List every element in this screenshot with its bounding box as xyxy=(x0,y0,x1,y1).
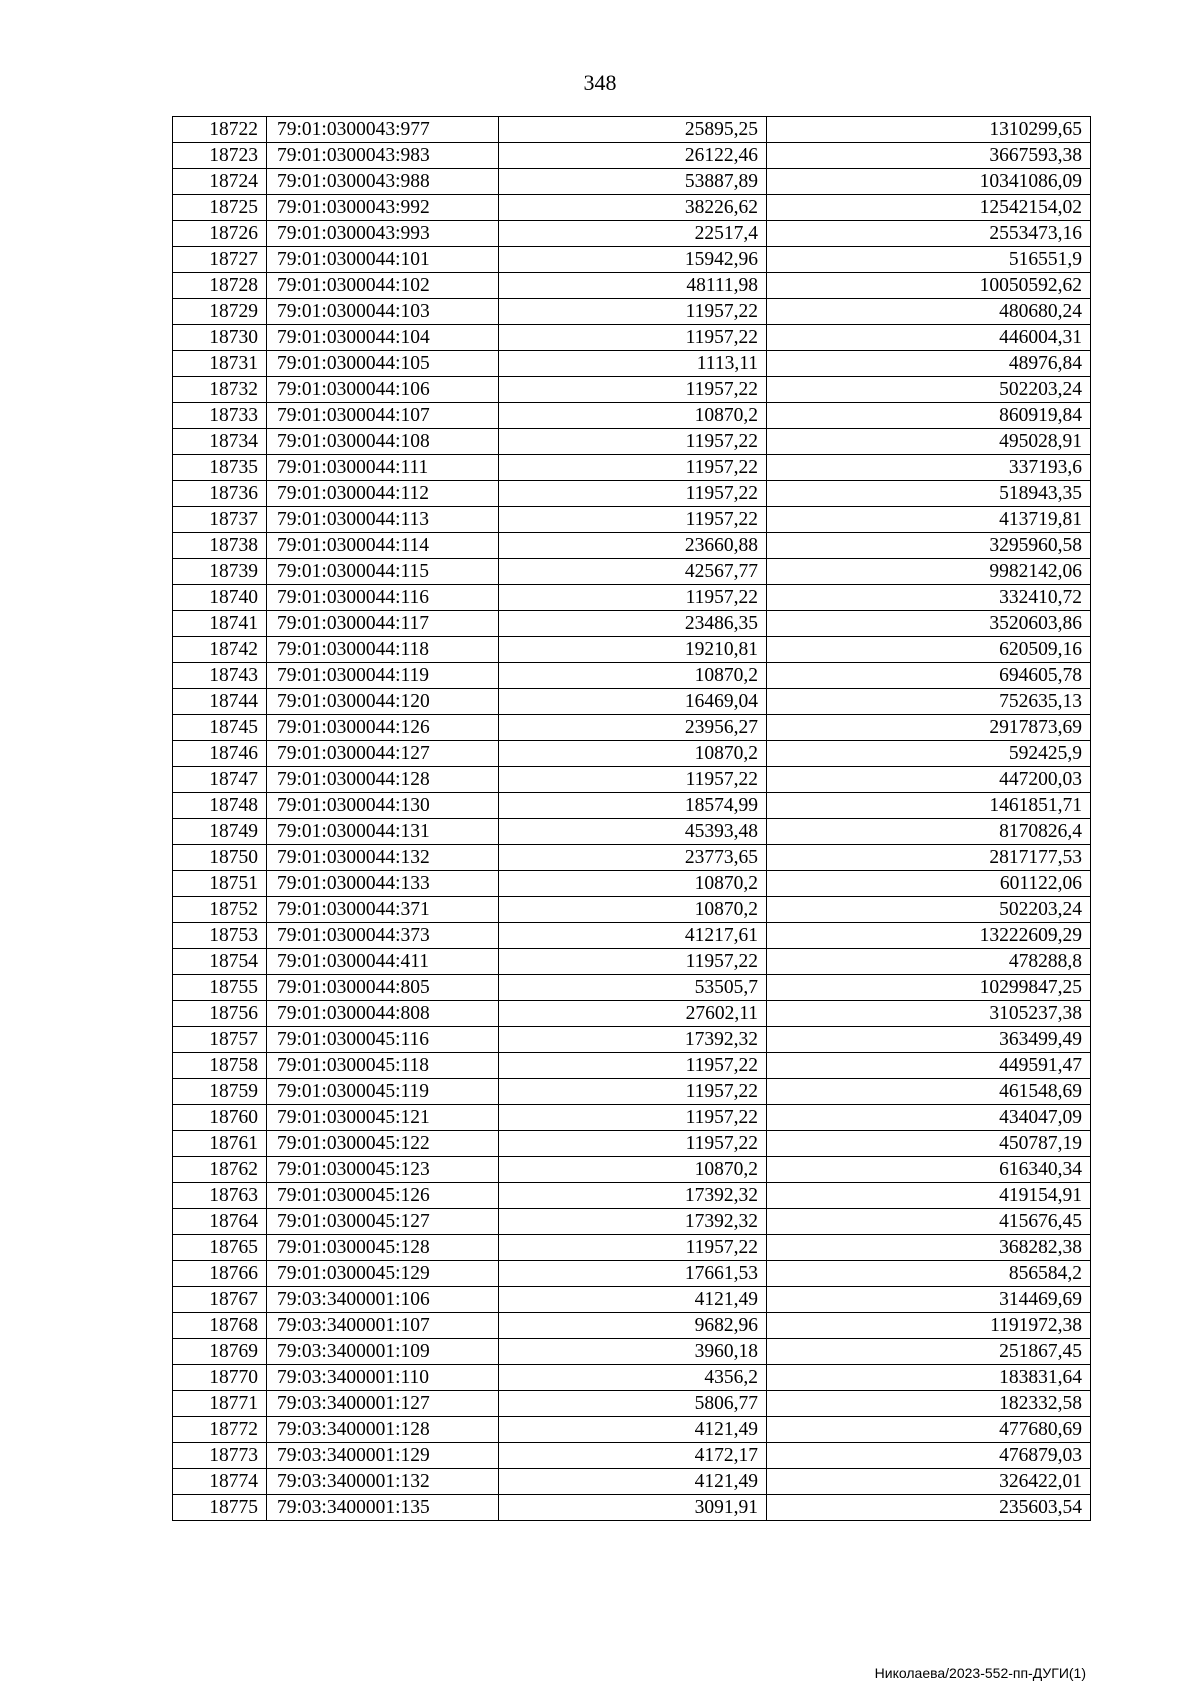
cadastral-value-cell: 502203,24 xyxy=(767,377,1091,403)
row-number: 18742 xyxy=(173,637,267,663)
row-number: 18722 xyxy=(173,117,267,143)
table-row xyxy=(173,455,1091,481)
row-number: 18752 xyxy=(173,897,267,923)
cadastral-number: 79:01:0300044:106 xyxy=(267,377,499,403)
area-cell: 15942,96 xyxy=(499,247,767,273)
cadastral-value-cell: 694605,78 xyxy=(767,663,1091,689)
cadastral-value-cell: 447200,03 xyxy=(767,767,1091,793)
cadastral-value-cell: 332410,72 xyxy=(767,585,1091,611)
row-number: 18729 xyxy=(173,299,267,325)
table-row xyxy=(173,247,1091,273)
cadastral-value-cell: 592425,9 xyxy=(767,741,1091,767)
row-number: 18748 xyxy=(173,793,267,819)
row-number: 18759 xyxy=(173,1079,267,1105)
row-number: 18766 xyxy=(173,1261,267,1287)
area-cell: 4121,49 xyxy=(499,1469,767,1495)
row-number: 18757 xyxy=(173,1027,267,1053)
table-row xyxy=(173,1469,1091,1495)
cadastral-number: 79:03:3400001:107 xyxy=(267,1313,499,1339)
cadastral-number: 79:01:0300044:805 xyxy=(267,975,499,1001)
cadastral-number: 79:03:3400001:106 xyxy=(267,1287,499,1313)
area-cell: 9682,96 xyxy=(499,1313,767,1339)
row-number: 18771 xyxy=(173,1391,267,1417)
area-cell: 10870,2 xyxy=(499,663,767,689)
area-cell: 10870,2 xyxy=(499,897,767,923)
cadastral-number: 79:03:3400001:135 xyxy=(267,1495,499,1521)
area-cell: 19210,81 xyxy=(499,637,767,663)
cadastral-number: 79:03:3400001:128 xyxy=(267,1417,499,1443)
row-number: 18747 xyxy=(173,767,267,793)
cadastral-number: 79:01:0300045:122 xyxy=(267,1131,499,1157)
row-number: 18723 xyxy=(173,143,267,169)
row-number: 18769 xyxy=(173,1339,267,1365)
cadastral-value-cell: 478288,8 xyxy=(767,949,1091,975)
area-cell: 25895,25 xyxy=(499,117,767,143)
area-cell: 11957,22 xyxy=(499,429,767,455)
row-number: 18739 xyxy=(173,559,267,585)
table-row xyxy=(173,1287,1091,1313)
area-cell: 10870,2 xyxy=(499,403,767,429)
table-row xyxy=(173,1391,1091,1417)
cadastral-number: 79:01:0300044:113 xyxy=(267,507,499,533)
cadastral-number: 79:01:0300044:115 xyxy=(267,559,499,585)
cadastral-value-cell: 413719,81 xyxy=(767,507,1091,533)
row-number: 18724 xyxy=(173,169,267,195)
cadastral-value-cell: 1191972,38 xyxy=(767,1313,1091,1339)
cadastral-number: 79:01:0300045:129 xyxy=(267,1261,499,1287)
row-number: 18727 xyxy=(173,247,267,273)
table-row xyxy=(173,325,1091,351)
area-cell: 45393,48 xyxy=(499,819,767,845)
cadastral-number: 79:01:0300045:127 xyxy=(267,1209,499,1235)
table-row xyxy=(173,1027,1091,1053)
cadastral-number: 79:03:3400001:109 xyxy=(267,1339,499,1365)
row-number: 18774 xyxy=(173,1469,267,1495)
cadastral-number: 79:03:3400001:129 xyxy=(267,1443,499,1469)
cadastral-value-cell: 10299847,25 xyxy=(767,975,1091,1001)
cadastral-value-cell: 461548,69 xyxy=(767,1079,1091,1105)
table-row xyxy=(173,299,1091,325)
row-number: 18773 xyxy=(173,1443,267,1469)
cadastral-value-table xyxy=(172,116,1091,1521)
cadastral-number: 79:01:0300044:108 xyxy=(267,429,499,455)
cadastral-value-cell: 3105237,38 xyxy=(767,1001,1091,1027)
table-row xyxy=(173,975,1091,1001)
row-number: 18756 xyxy=(173,1001,267,1027)
area-cell: 41217,61 xyxy=(499,923,767,949)
row-number: 18750 xyxy=(173,845,267,871)
area-cell: 11957,22 xyxy=(499,325,767,351)
table-row xyxy=(173,1313,1091,1339)
row-number: 18767 xyxy=(173,1287,267,1313)
cadastral-value-cell: 182332,58 xyxy=(767,1391,1091,1417)
area-cell: 1113,11 xyxy=(499,351,767,377)
row-number: 18743 xyxy=(173,663,267,689)
cadastral-value-cell: 251867,45 xyxy=(767,1339,1091,1365)
area-cell: 10870,2 xyxy=(499,741,767,767)
table-row xyxy=(173,403,1091,429)
cadastral-value-cell: 363499,49 xyxy=(767,1027,1091,1053)
cadastral-value-cell: 450787,19 xyxy=(767,1131,1091,1157)
cadastral-number: 79:01:0300044:102 xyxy=(267,273,499,299)
table-row xyxy=(173,819,1091,845)
table-row xyxy=(173,1001,1091,1027)
table-row xyxy=(173,637,1091,663)
cadastral-value-cell: 235603,54 xyxy=(767,1495,1091,1521)
area-cell: 11957,22 xyxy=(499,299,767,325)
cadastral-number: 79:01:0300044:105 xyxy=(267,351,499,377)
row-number: 18733 xyxy=(173,403,267,429)
row-number: 18726 xyxy=(173,221,267,247)
row-number: 18737 xyxy=(173,507,267,533)
row-number: 18772 xyxy=(173,1417,267,1443)
cadastral-number: 79:01:0300044:373 xyxy=(267,923,499,949)
area-cell: 11957,22 xyxy=(499,949,767,975)
page-number: 348 xyxy=(583,70,617,95)
cadastral-value-cell: 2917873,69 xyxy=(767,715,1091,741)
table-row xyxy=(173,1131,1091,1157)
table-row xyxy=(173,1235,1091,1261)
area-cell: 23486,35 xyxy=(499,611,767,637)
area-cell: 38226,62 xyxy=(499,195,767,221)
cadastral-value-cell: 3667593,38 xyxy=(767,143,1091,169)
area-cell: 10870,2 xyxy=(499,871,767,897)
area-cell: 4121,49 xyxy=(499,1287,767,1313)
cadastral-value-cell: 3520603,86 xyxy=(767,611,1091,637)
cadastral-number: 79:01:0300044:101 xyxy=(267,247,499,273)
cadastral-number: 79:01:0300044:131 xyxy=(267,819,499,845)
row-number: 18738 xyxy=(173,533,267,559)
table-row xyxy=(173,507,1091,533)
row-number: 18745 xyxy=(173,715,267,741)
table-row xyxy=(173,1443,1091,1469)
cadastral-number: 79:01:0300044:116 xyxy=(267,585,499,611)
cadastral-number: 79:01:0300044:104 xyxy=(267,325,499,351)
table-row xyxy=(173,1105,1091,1131)
area-cell: 17392,32 xyxy=(499,1209,767,1235)
cadastral-value-cell: 752635,13 xyxy=(767,689,1091,715)
row-number: 18762 xyxy=(173,1157,267,1183)
area-cell: 11957,22 xyxy=(499,1131,767,1157)
row-number: 18768 xyxy=(173,1313,267,1339)
area-cell: 11957,22 xyxy=(499,585,767,611)
row-number: 18754 xyxy=(173,949,267,975)
cadastral-number: 79:01:0300043:992 xyxy=(267,195,499,221)
row-number: 18731 xyxy=(173,351,267,377)
area-cell: 23660,88 xyxy=(499,533,767,559)
area-cell: 11957,22 xyxy=(499,767,767,793)
cadastral-number: 79:03:3400001:127 xyxy=(267,1391,499,1417)
cadastral-number: 79:01:0300044:126 xyxy=(267,715,499,741)
cadastral-value-cell: 326422,01 xyxy=(767,1469,1091,1495)
table-row xyxy=(173,195,1091,221)
area-cell: 11957,22 xyxy=(499,1105,767,1131)
table-row xyxy=(173,533,1091,559)
row-number: 18746 xyxy=(173,741,267,767)
table-body xyxy=(173,117,1091,1521)
area-cell: 16469,04 xyxy=(499,689,767,715)
cadastral-number: 79:01:0300044:371 xyxy=(267,897,499,923)
area-cell: 26122,46 xyxy=(499,143,767,169)
row-number: 18749 xyxy=(173,819,267,845)
table-row xyxy=(173,1365,1091,1391)
cadastral-value-cell: 2553473,16 xyxy=(767,221,1091,247)
cadastral-value-cell: 9982142,06 xyxy=(767,559,1091,585)
cadastral-number: 79:01:0300043:993 xyxy=(267,221,499,247)
table-row xyxy=(173,1261,1091,1287)
cadastral-number: 79:01:0300045:128 xyxy=(267,1235,499,1261)
table-row xyxy=(173,169,1091,195)
area-cell: 42567,77 xyxy=(499,559,767,585)
cadastral-number: 79:01:0300044:411 xyxy=(267,949,499,975)
cadastral-value-cell: 476879,03 xyxy=(767,1443,1091,1469)
cadastral-number: 79:01:0300044:103 xyxy=(267,299,499,325)
area-cell: 3960,18 xyxy=(499,1339,767,1365)
row-number: 18755 xyxy=(173,975,267,1001)
table-row xyxy=(173,1053,1091,1079)
table-row xyxy=(173,559,1091,585)
table-row xyxy=(173,663,1091,689)
cadastral-value-cell: 368282,38 xyxy=(767,1235,1091,1261)
row-number: 18751 xyxy=(173,871,267,897)
area-cell: 27602,11 xyxy=(499,1001,767,1027)
area-cell: 11957,22 xyxy=(499,377,767,403)
cadastral-value-cell: 495028,91 xyxy=(767,429,1091,455)
cadastral-number: 79:01:0300044:127 xyxy=(267,741,499,767)
row-number: 18725 xyxy=(173,195,267,221)
table-row xyxy=(173,351,1091,377)
area-cell: 11957,22 xyxy=(499,1053,767,1079)
area-cell: 11957,22 xyxy=(499,1235,767,1261)
area-cell: 4121,49 xyxy=(499,1417,767,1443)
area-cell: 11957,22 xyxy=(499,507,767,533)
cadastral-number: 79:01:0300044:128 xyxy=(267,767,499,793)
area-cell: 23956,27 xyxy=(499,715,767,741)
cadastral-value-cell: 183831,64 xyxy=(767,1365,1091,1391)
area-cell: 22517,4 xyxy=(499,221,767,247)
cadastral-value-cell: 480680,24 xyxy=(767,299,1091,325)
cadastral-value-cell: 337193,6 xyxy=(767,455,1091,481)
table-row xyxy=(173,741,1091,767)
area-cell: 18574,99 xyxy=(499,793,767,819)
cadastral-number: 79:01:0300043:977 xyxy=(267,117,499,143)
area-cell: 4356,2 xyxy=(499,1365,767,1391)
table-row xyxy=(173,1417,1091,1443)
area-cell: 17661,53 xyxy=(499,1261,767,1287)
cadastral-number: 79:01:0300044:808 xyxy=(267,1001,499,1027)
row-number: 18770 xyxy=(173,1365,267,1391)
cadastral-value-cell: 856584,2 xyxy=(767,1261,1091,1287)
row-number: 18740 xyxy=(173,585,267,611)
area-cell: 11957,22 xyxy=(499,1079,767,1105)
cadastral-number: 79:01:0300043:988 xyxy=(267,169,499,195)
table-row xyxy=(173,429,1091,455)
table-row xyxy=(173,1495,1091,1521)
area-cell: 4172,17 xyxy=(499,1443,767,1469)
cadastral-value-cell: 1461851,71 xyxy=(767,793,1091,819)
cadastral-number: 79:01:0300044:117 xyxy=(267,611,499,637)
table-row xyxy=(173,949,1091,975)
table-row xyxy=(173,689,1091,715)
cadastral-number: 79:01:0300045:123 xyxy=(267,1157,499,1183)
cadastral-number: 79:01:0300044:107 xyxy=(267,403,499,429)
area-cell: 53505,7 xyxy=(499,975,767,1001)
cadastral-value-cell: 620509,16 xyxy=(767,637,1091,663)
area-cell: 3091,91 xyxy=(499,1495,767,1521)
table-row xyxy=(173,871,1091,897)
cadastral-value-cell: 10341086,09 xyxy=(767,169,1091,195)
cadastral-number: 79:01:0300044:114 xyxy=(267,533,499,559)
cadastral-value-cell: 477680,69 xyxy=(767,1417,1091,1443)
row-number: 18753 xyxy=(173,923,267,949)
document-reference: Николаева/2023-552-пп-ДУГИ(1) xyxy=(874,1665,1086,1681)
table-row xyxy=(173,1079,1091,1105)
row-number: 18741 xyxy=(173,611,267,637)
table-row xyxy=(173,1209,1091,1235)
area-cell: 53887,89 xyxy=(499,169,767,195)
area-cell: 11957,22 xyxy=(499,455,767,481)
area-cell: 17392,32 xyxy=(499,1183,767,1209)
cadastral-value-cell: 3295960,58 xyxy=(767,533,1091,559)
cadastral-number: 79:01:0300044:111 xyxy=(267,455,499,481)
cadastral-value-cell: 12542154,02 xyxy=(767,195,1091,221)
table-row xyxy=(173,585,1091,611)
table-row xyxy=(173,1183,1091,1209)
table-row xyxy=(173,481,1091,507)
row-number: 18728 xyxy=(173,273,267,299)
cadastral-number: 79:01:0300045:118 xyxy=(267,1053,499,1079)
cadastral-value-cell: 502203,24 xyxy=(767,897,1091,923)
row-number: 18735 xyxy=(173,455,267,481)
cadastral-number: 79:01:0300044:132 xyxy=(267,845,499,871)
table-row xyxy=(173,611,1091,637)
area-cell: 11957,22 xyxy=(499,481,767,507)
cadastral-value-cell: 419154,91 xyxy=(767,1183,1091,1209)
cadastral-number: 79:01:0300044:112 xyxy=(267,481,499,507)
cadastral-value-cell: 516551,9 xyxy=(767,247,1091,273)
cadastral-value-cell: 449591,47 xyxy=(767,1053,1091,1079)
cadastral-value-cell: 314469,69 xyxy=(767,1287,1091,1313)
cadastral-value-cell: 48976,84 xyxy=(767,351,1091,377)
table-row xyxy=(173,1339,1091,1365)
cadastral-number: 79:03:3400001:110 xyxy=(267,1365,499,1391)
row-number: 18736 xyxy=(173,481,267,507)
cadastral-value-cell: 860919,84 xyxy=(767,403,1091,429)
cadastral-number: 79:01:0300044:120 xyxy=(267,689,499,715)
area-cell: 17392,32 xyxy=(499,1027,767,1053)
row-number: 18734 xyxy=(173,429,267,455)
table-row xyxy=(173,715,1091,741)
cadastral-value-cell: 8170826,4 xyxy=(767,819,1091,845)
cadastral-value-cell: 616340,34 xyxy=(767,1157,1091,1183)
cadastral-value-cell: 415676,45 xyxy=(767,1209,1091,1235)
cadastral-value-cell: 601122,06 xyxy=(767,871,1091,897)
cadastral-value-cell: 13222609,29 xyxy=(767,923,1091,949)
table-row xyxy=(173,923,1091,949)
table-row xyxy=(173,897,1091,923)
cadastral-number: 79:01:0300045:116 xyxy=(267,1027,499,1053)
row-number: 18732 xyxy=(173,377,267,403)
row-number: 18765 xyxy=(173,1235,267,1261)
table-row xyxy=(173,117,1091,143)
cadastral-value-cell: 446004,31 xyxy=(767,325,1091,351)
cadastral-number: 79:01:0300045:121 xyxy=(267,1105,499,1131)
cadastral-number: 79:01:0300044:133 xyxy=(267,871,499,897)
row-number: 18775 xyxy=(173,1495,267,1521)
row-number: 18760 xyxy=(173,1105,267,1131)
table-row xyxy=(173,221,1091,247)
cadastral-number: 79:01:0300044:119 xyxy=(267,663,499,689)
cadastral-value-cell: 518943,35 xyxy=(767,481,1091,507)
cadastral-number: 79:01:0300043:983 xyxy=(267,143,499,169)
area-cell: 10870,2 xyxy=(499,1157,767,1183)
cadastral-number: 79:01:0300045:126 xyxy=(267,1183,499,1209)
row-number: 18758 xyxy=(173,1053,267,1079)
table-row xyxy=(173,1157,1091,1183)
cadastral-value-cell: 434047,09 xyxy=(767,1105,1091,1131)
area-cell: 48111,98 xyxy=(499,273,767,299)
table-row xyxy=(173,377,1091,403)
table-row xyxy=(173,845,1091,871)
row-number: 18763 xyxy=(173,1183,267,1209)
row-number: 18730 xyxy=(173,325,267,351)
row-number: 18744 xyxy=(173,689,267,715)
cadastral-value-cell: 10050592,62 xyxy=(767,273,1091,299)
row-number: 18764 xyxy=(173,1209,267,1235)
row-number: 18761 xyxy=(173,1131,267,1157)
table-row xyxy=(173,767,1091,793)
cadastral-value-cell: 1310299,65 xyxy=(767,117,1091,143)
cadastral-value-cell: 2817177,53 xyxy=(767,845,1091,871)
cadastral-number: 79:01:0300045:119 xyxy=(267,1079,499,1105)
area-cell: 23773,65 xyxy=(499,845,767,871)
area-cell: 5806,77 xyxy=(499,1391,767,1417)
cadastral-number: 79:01:0300044:130 xyxy=(267,793,499,819)
table-row xyxy=(173,793,1091,819)
cadastral-number: 79:01:0300044:118 xyxy=(267,637,499,663)
table-row xyxy=(173,273,1091,299)
table-row xyxy=(173,143,1091,169)
cadastral-number: 79:03:3400001:132 xyxy=(267,1469,499,1495)
